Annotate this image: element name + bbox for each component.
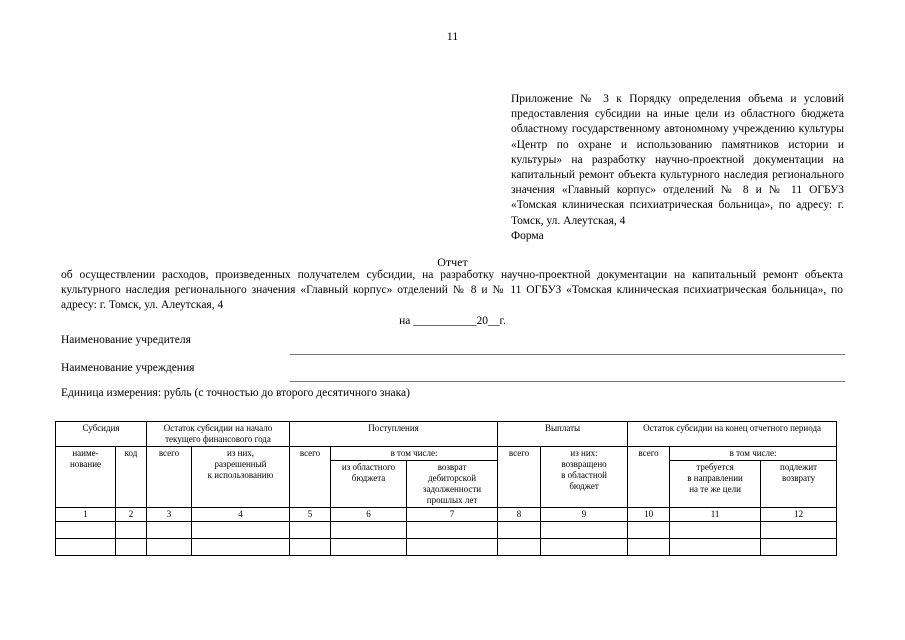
empty-cell xyxy=(331,522,407,539)
report-title: Отчет xyxy=(437,255,468,269)
subheader-receipts-regional: из областного бюджета xyxy=(331,461,407,508)
header-subsidy: Субсидия xyxy=(56,422,147,447)
subheader-end-including: в том числе: xyxy=(670,447,837,461)
subheader-code: код xyxy=(116,447,147,508)
unit-label: Единица измерения: рубль (с точностью до второго десятичного знака) xyxy=(61,387,410,399)
empty-cell xyxy=(290,539,331,556)
empty-cell xyxy=(147,539,192,556)
subheader-receipts-debt-return: возврат дебиторской задолженности прошлых лет xyxy=(407,461,498,508)
report-table xyxy=(55,421,837,556)
founder-line xyxy=(290,354,845,355)
report-date-line: на ___________20__г. xyxy=(399,315,506,327)
column-number: 6 xyxy=(331,508,407,522)
subheader-receipts-total: всего xyxy=(290,447,331,508)
column-number: 2 xyxy=(116,508,147,522)
appendix-text: Приложение № 3 к Порядку определения объема и условий предоставления субсидии на иные цели из областного бюджета областному государственному автономному учреждению культуры «Центр по охране и использованию памятников истории и культуры» на разработку научно-проектной документации на капитальный ремонт объекта культурного наследия регионального значения «Главный корпус» отделений № 8 и № 11 ОГБУЗ «Томская клиническая психиатрическая больница», по адресу: г. Томск, ул. Алеутская, 4 xyxy=(511,93,844,227)
subheader-start-total: всего xyxy=(147,447,192,508)
empty-cell xyxy=(147,522,192,539)
empty-cell xyxy=(331,539,407,556)
column-number: 7 xyxy=(407,508,498,522)
header-receipts: Поступления xyxy=(290,422,498,447)
subheader-receipts-including: в том числе: xyxy=(331,447,498,461)
empty-cell xyxy=(407,539,498,556)
page-number: 11 xyxy=(446,29,459,43)
empty-cell xyxy=(761,522,837,539)
header-payments: Выплаты xyxy=(498,422,628,447)
column-number: 5 xyxy=(290,508,331,522)
column-number: 11 xyxy=(670,508,761,522)
subheader-payments-returned: из них: возвращено в областной бюджет xyxy=(541,447,628,508)
empty-cell xyxy=(192,539,290,556)
empty-cell xyxy=(670,539,761,556)
header-start-balance: Остаток субсидии на начало текущего финансового года xyxy=(147,422,290,447)
empty-cell xyxy=(628,539,670,556)
column-number: 8 xyxy=(498,508,541,522)
subheader-end-total: всего xyxy=(628,447,670,508)
empty-cell xyxy=(56,522,116,539)
subheader-start-allowed: из них, разрешенный к использованию xyxy=(192,447,290,508)
empty-cell xyxy=(116,522,147,539)
column-number: 3 xyxy=(147,508,192,522)
column-number: 1 xyxy=(56,508,116,522)
empty-cell xyxy=(290,522,331,539)
empty-cell xyxy=(498,539,541,556)
empty-cell xyxy=(56,539,116,556)
appendix-block xyxy=(511,92,844,244)
column-number: 4 xyxy=(192,508,290,522)
subheader-name: наиме- нование xyxy=(56,447,116,508)
empty-cell xyxy=(116,539,147,556)
empty-cell xyxy=(541,539,628,556)
institution-label: Наименование учреждения xyxy=(61,362,195,374)
founder-label: Наименование учредителя xyxy=(61,334,191,346)
empty-cell xyxy=(192,522,290,539)
column-number: 12 xyxy=(761,508,837,522)
empty-cell xyxy=(541,522,628,539)
subheader-end-return: подлежит возврату xyxy=(761,461,837,508)
column-number: 9 xyxy=(541,508,628,522)
column-number: 10 xyxy=(628,508,670,522)
table-row xyxy=(56,522,837,539)
empty-cell xyxy=(407,522,498,539)
table-row xyxy=(56,539,837,556)
subheader-payments-total: всего xyxy=(498,447,541,508)
empty-cell xyxy=(498,522,541,539)
report-subtitle: об осуществлении расходов, произведенных получателем субсидии, на разработку научно-проектной документации на капитальный ремонт объекта культурного наследия регионального значения «Главный корпус» отделений № 8 и № 11 ОГБУЗ «Томская клиническая психиатрическая больница», по адресу: г. Томск, ул. Алеутская, 4 xyxy=(61,269,843,311)
empty-cell xyxy=(761,539,837,556)
form-label: Форма xyxy=(511,229,544,242)
empty-cell xyxy=(670,522,761,539)
subheader-end-needed: требуется в направлении на те же цели xyxy=(670,461,761,508)
institution-line xyxy=(290,381,845,382)
header-end-balance: Остаток субсидии на конец отчетного периода xyxy=(628,422,837,447)
empty-cell xyxy=(628,522,670,539)
